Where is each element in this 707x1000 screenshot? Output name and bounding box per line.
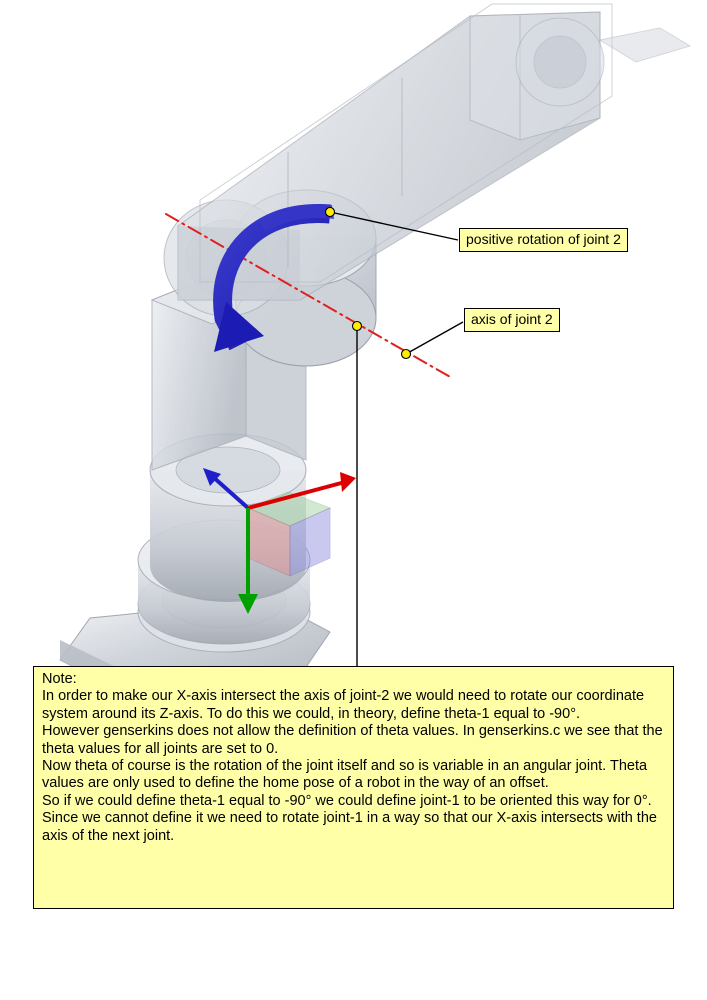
marker-rotation-point bbox=[326, 208, 335, 217]
note-paragraph-3: Now theta of course is the rotation of the joint itself and so is variable in an angular joint. Theta values are only used to define the home pose of a robot in the way of an offset. bbox=[42, 757, 648, 792]
robot-upper-arm bbox=[178, 4, 690, 300]
note-title: Note: bbox=[42, 671, 77, 687]
marker-joint2-center bbox=[353, 322, 362, 331]
note-paragraph-1: In order to make our X-axis intersect the axis of joint-2 we would need to rotate our coordinate system around its Z-axis. To do this we could, in theory, define theta-1 equal to -90°. bbox=[42, 688, 645, 722]
callout-positive-rotation: positive rotation of joint 2 bbox=[459, 228, 628, 252]
note-paragraph-2: However genserkins does not allow the definition of theta values. In genserkins.c we see that the theta values for all joints are set to 0. bbox=[42, 723, 663, 757]
callout-axis-of-joint: axis of joint 2 bbox=[464, 308, 560, 332]
note-paragraph-4: So if we could define theta-1 equal to -90° we could define joint-1 to be oriented this way for 0°. Since we cannot define it we need to rotate joint-1 in a way so that our X-axis intersects with the axis of the next joint. bbox=[42, 792, 657, 844]
note-box bbox=[33, 666, 674, 909]
marker-axis-point bbox=[402, 350, 411, 359]
